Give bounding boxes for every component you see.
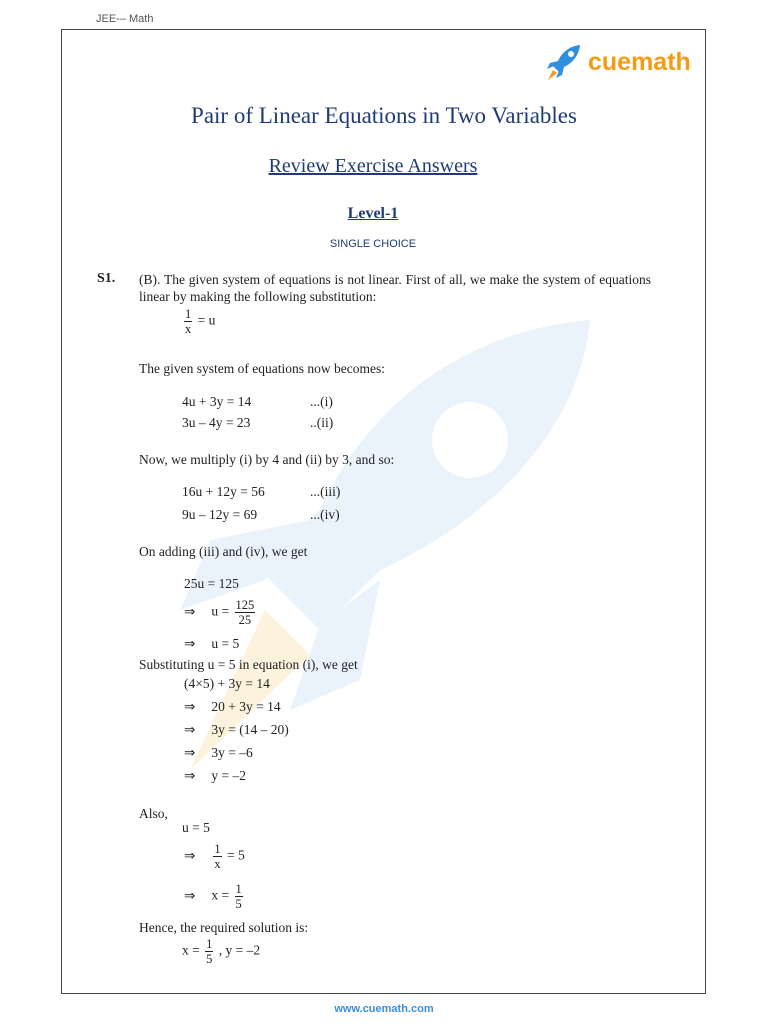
fraction-numerator: 125: [235, 598, 255, 612]
equation-text: 4u + 3y = 14: [182, 394, 252, 409]
implies-arrow: ⇒: [184, 887, 196, 903]
equation-lhs: x =: [211, 887, 230, 903]
fraction-denominator: x: [214, 857, 221, 871]
equation-3: [182, 484, 482, 500]
final-solution: [182, 937, 260, 966]
equation-7: [184, 636, 239, 652]
document-subtitle: Review Exercise Answers: [268, 155, 478, 177]
substituting-text: Substituting u = 5 in equation (i), we get: [139, 657, 358, 672]
document-title: Pair of Linear Equations in Two Variables: [191, 103, 577, 128]
equation-rhs: = u: [197, 312, 216, 328]
fraction-denominator: x: [185, 322, 192, 336]
implies-arrow: ⇒: [184, 699, 196, 714]
level-heading: Level-1: [347, 205, 399, 222]
equation-text: 3y = –6: [211, 745, 253, 760]
implies-arrow: ⇒: [184, 603, 196, 619]
fraction-denominator: 5: [235, 897, 242, 911]
equation-text: 16u + 12y = 56: [182, 484, 265, 499]
equation-15: [184, 882, 245, 911]
equation-5: 25u = 125: [184, 576, 239, 591]
question-type: SINGLE CHOICE: [329, 238, 417, 250]
implies-arrow: ⇒: [184, 847, 196, 863]
equation-10: [184, 722, 289, 738]
also-text: Also,: [139, 806, 168, 821]
implies-arrow: ⇒: [184, 745, 196, 760]
fraction-denominator: 5: [206, 952, 213, 966]
substitution-equation: [182, 307, 215, 336]
equation-lhs: x =: [182, 942, 200, 958]
equation-text: y = –2: [211, 768, 246, 783]
equation-4: [182, 507, 482, 523]
fraction-numerator: 1: [206, 937, 213, 951]
footer-link[interactable]: www.cuemath.com: [334, 1003, 434, 1015]
equation-9: [184, 699, 281, 715]
equation-text: 3u – 4y = 23: [182, 415, 251, 430]
equation-lhs: u =: [211, 603, 230, 619]
implies-arrow: ⇒: [184, 636, 196, 651]
equation-tag: ...(iii): [310, 484, 341, 499]
equation-1: [182, 394, 482, 410]
answer-intro: (B). The given system of equations is not linear. First of all, we make the system of equations linear by making the following substitution:: [139, 272, 651, 304]
fraction-numerator: 1: [235, 882, 242, 896]
system-becomes-text: The given system of equations now becomes:: [139, 361, 385, 376]
equation-rhs: , y = –2: [218, 942, 261, 958]
equation-text: 9u – 12y = 69: [182, 507, 258, 522]
equation-tag: ..(ii): [310, 415, 334, 430]
adding-text: On adding (iii) and (iv), we get: [139, 544, 308, 559]
hence-text: Hence, the required solution is:: [139, 920, 309, 935]
equation-6: [184, 598, 257, 627]
implies-arrow: ⇒: [184, 722, 196, 737]
equation-text: u = 5: [211, 636, 240, 651]
equation-text: 20 + 3y = 14: [211, 699, 281, 714]
brand-name: cuemath: [588, 47, 691, 76]
implies-arrow: ⇒: [184, 768, 196, 783]
equation-tag: ...(iv): [310, 507, 340, 522]
equation-2: [182, 415, 482, 431]
fraction-numerator: 1: [185, 307, 192, 321]
fraction-numerator: 1: [214, 842, 221, 856]
equation-14: [184, 842, 245, 871]
running-header: JEE-– Math: [96, 13, 154, 25]
cuemath-logo: [546, 42, 691, 82]
equation-text: 3y = (14 – 20): [211, 722, 289, 737]
multiply-text: Now, we multiply (i) by 4 and (ii) by 3, and so:: [139, 452, 395, 467]
equation-tag: ...(i): [310, 394, 333, 409]
equation-11: [184, 745, 253, 761]
rocket-logo-icon: [546, 43, 582, 81]
equation-12: [184, 768, 246, 784]
question-number: S1.: [97, 271, 116, 286]
equation-8: (4×5) + 3y = 14: [184, 676, 270, 691]
fraction-denominator: 25: [238, 613, 252, 627]
equation-rhs: = 5: [227, 847, 245, 863]
equation-13: u = 5: [182, 820, 210, 835]
